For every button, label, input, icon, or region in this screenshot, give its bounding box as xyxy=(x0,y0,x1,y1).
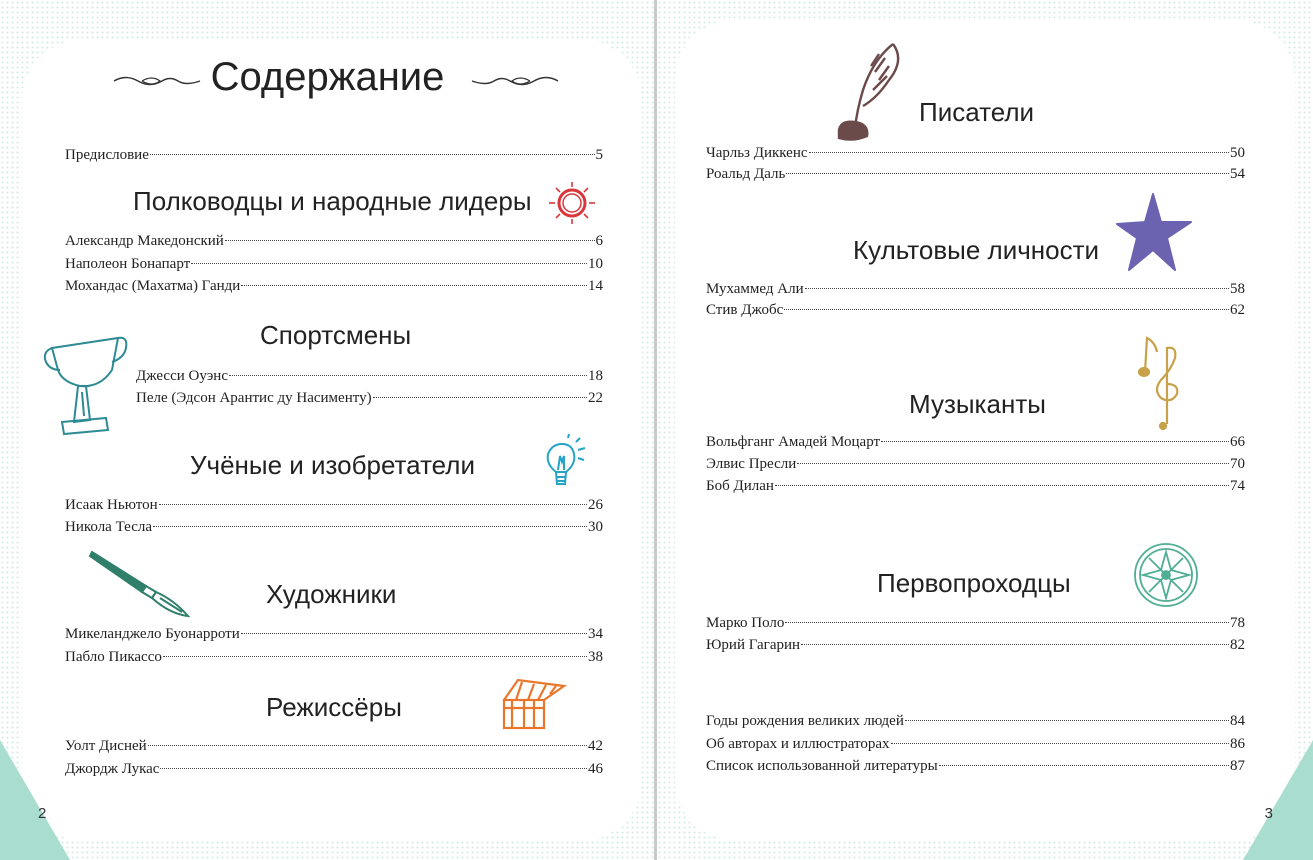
toc-entry-page: 87 xyxy=(1230,758,1245,774)
dot-leader xyxy=(775,485,1229,486)
dot-leader xyxy=(241,633,587,634)
dot-leader xyxy=(229,375,587,376)
dot-leader xyxy=(150,154,595,155)
toc-entry-page: 84 xyxy=(1230,713,1245,729)
toc-entry-name: Уолт Дисней xyxy=(65,738,147,754)
star-icon xyxy=(1115,190,1193,276)
dot-leader xyxy=(225,240,595,241)
toc-entry[interactable] xyxy=(706,278,1245,300)
toc-entry[interactable] xyxy=(65,230,603,252)
dot-leader xyxy=(148,745,587,746)
toc-entry-name: Микеланджело Буонарроти xyxy=(65,626,240,642)
toc-entry-name: Об авторах и иллюстраторах xyxy=(706,736,890,752)
toc-entry-name: Джесси Оуэнс xyxy=(136,368,228,384)
trophy-icon xyxy=(40,330,130,440)
toc-entry-page: 54 xyxy=(1230,166,1245,182)
toc-entry-page: 10 xyxy=(588,256,603,272)
left-corner-decoration xyxy=(0,740,70,860)
toc-entry[interactable] xyxy=(706,612,1245,634)
section-heading-musicians: Музыканты xyxy=(909,389,1046,419)
sun-icon xyxy=(545,180,599,226)
toc-entry-name: Элвис Пресли xyxy=(706,456,797,472)
toc-entry[interactable] xyxy=(706,431,1245,453)
toc-entry-page: 18 xyxy=(588,368,603,384)
right-corner-decoration xyxy=(1243,740,1313,860)
toc-entry-name: Список использованной литературы xyxy=(706,758,938,774)
toc-entry-page: 30 xyxy=(588,519,603,535)
toc-entry[interactable] xyxy=(65,253,603,275)
toc-entry-name: Марко Поло xyxy=(706,615,785,631)
toc-entry-appendix[interactable] xyxy=(706,733,1245,755)
toc-entry-name: Джордж Лукас xyxy=(65,761,160,777)
dot-leader xyxy=(786,173,1229,174)
toc-entry-name: Годы рождения великих людей xyxy=(706,713,904,729)
dot-leader xyxy=(159,504,587,505)
toc-entry-appendix[interactable] xyxy=(706,710,1245,732)
toc-entry-name: Вольфганг Амадей Моцарт xyxy=(706,434,881,450)
toc-entry[interactable] xyxy=(65,494,603,516)
toc-entry-name: Боб Дилан xyxy=(706,478,774,494)
paintbrush-icon xyxy=(88,548,194,620)
toc-entry[interactable] xyxy=(65,758,603,780)
right-page-number: 3 xyxy=(1264,805,1273,822)
dot-leader xyxy=(939,765,1229,766)
compass-icon xyxy=(1131,540,1201,610)
toc-entry[interactable] xyxy=(65,516,603,538)
toc-entry-name: Мухаммед Али xyxy=(706,281,804,297)
toc-entry-name: Наполеон Бонапарт xyxy=(65,256,191,272)
section-heading-scientists: Учёные и изобретатели xyxy=(190,450,475,480)
toc-entry-page: 50 xyxy=(1230,145,1245,161)
section-heading-writers: Писатели xyxy=(919,97,1035,127)
toc-entry-name: Роальд Даль xyxy=(706,166,786,182)
toc-entry-name: Александр Македонский xyxy=(65,233,224,249)
dot-leader xyxy=(881,441,1229,442)
toc-entry-page: 62 xyxy=(1230,302,1245,318)
dot-leader xyxy=(163,656,587,657)
toc-entry[interactable] xyxy=(65,646,603,668)
dot-leader xyxy=(153,526,587,527)
toc-entry[interactable] xyxy=(706,142,1245,164)
toc-entry[interactable] xyxy=(136,365,603,387)
toc-entry-name: Предисловие xyxy=(65,147,149,163)
dot-leader xyxy=(805,288,1229,289)
right-page xyxy=(657,0,1313,860)
toc-entry-name: Чарльз Диккенс xyxy=(706,145,808,161)
dot-leader xyxy=(891,743,1229,744)
page-title: Содержание xyxy=(210,55,445,99)
toc-entry-page: 46 xyxy=(588,761,603,777)
toc-entry-page: 78 xyxy=(1230,615,1245,631)
left-page xyxy=(0,0,655,860)
dot-leader xyxy=(241,285,587,286)
toc-entry-page: 22 xyxy=(588,390,603,406)
toc-entry[interactable] xyxy=(706,634,1245,656)
section-heading-artists: Художники xyxy=(266,579,397,609)
toc-entry[interactable] xyxy=(136,387,603,409)
music-notes-icon xyxy=(1137,332,1183,432)
toc-entry-page: 86 xyxy=(1230,736,1245,752)
toc-entry[interactable] xyxy=(706,299,1245,321)
toc-entry-name: Пабло Пикассо xyxy=(65,649,162,665)
toc-entry-page: 38 xyxy=(588,649,603,665)
dot-leader xyxy=(191,263,587,264)
section-heading-explorers: Первопроходцы xyxy=(877,568,1071,598)
toc-entry[interactable] xyxy=(706,163,1245,185)
toc-entry[interactable] xyxy=(706,475,1245,497)
toc-entry-appendix[interactable] xyxy=(706,755,1245,777)
section-heading-directors: Режиссёры xyxy=(266,692,402,722)
dot-leader xyxy=(797,463,1229,464)
toc-entry[interactable] xyxy=(65,735,603,757)
toc-entry-page: 82 xyxy=(1230,637,1245,653)
quill-icon xyxy=(833,40,905,144)
toc-entry-page: 42 xyxy=(588,738,603,754)
toc-entry-name: Мохандас (Махатма) Ганди xyxy=(65,278,241,294)
dot-leader xyxy=(809,152,1229,153)
dot-leader xyxy=(784,309,1229,310)
clapperboard-icon xyxy=(498,676,570,732)
toc-entry[interactable] xyxy=(65,623,603,645)
toc-entry-name: Стив Джобс xyxy=(706,302,784,318)
toc-entry-page: 34 xyxy=(588,626,603,642)
right-flourish-ornament xyxy=(470,74,560,88)
toc-entry-page: 14 xyxy=(588,278,603,294)
section-heading-cult-figures: Культовые личности xyxy=(853,235,1100,265)
left-page-number: 2 xyxy=(38,805,47,822)
lightbulb-icon xyxy=(540,432,592,496)
section-heading-sports: Спортсмены xyxy=(260,320,412,350)
dot-leader xyxy=(801,644,1229,645)
section-heading-leaders: Полководцы и народные лидеры xyxy=(133,186,532,216)
toc-entry-page: 5 xyxy=(595,147,603,163)
dot-leader xyxy=(785,622,1229,623)
toc-entry-name: Никола Тесла xyxy=(65,519,153,535)
toc-entry-name: Пеле (Эдсон Арантис ду Насименту) xyxy=(136,390,372,406)
toc-entry-page: 70 xyxy=(1230,456,1245,472)
dot-leader xyxy=(373,397,587,398)
toc-entry-intro[interactable] xyxy=(65,144,603,166)
toc-entry[interactable] xyxy=(706,453,1245,475)
toc-entry-page: 66 xyxy=(1230,434,1245,450)
toc-entry-page: 26 xyxy=(588,497,603,513)
toc-entry-page: 58 xyxy=(1230,281,1245,297)
toc-entry-name: Юрий Гагарин xyxy=(706,637,801,653)
toc-entry-page: 6 xyxy=(595,233,603,249)
toc-entry-page: 74 xyxy=(1230,478,1245,494)
toc-entry[interactable] xyxy=(65,275,603,297)
dot-leader xyxy=(160,768,587,769)
toc-entry-name: Исаак Ньютон xyxy=(65,497,158,513)
dot-leader xyxy=(905,720,1229,721)
